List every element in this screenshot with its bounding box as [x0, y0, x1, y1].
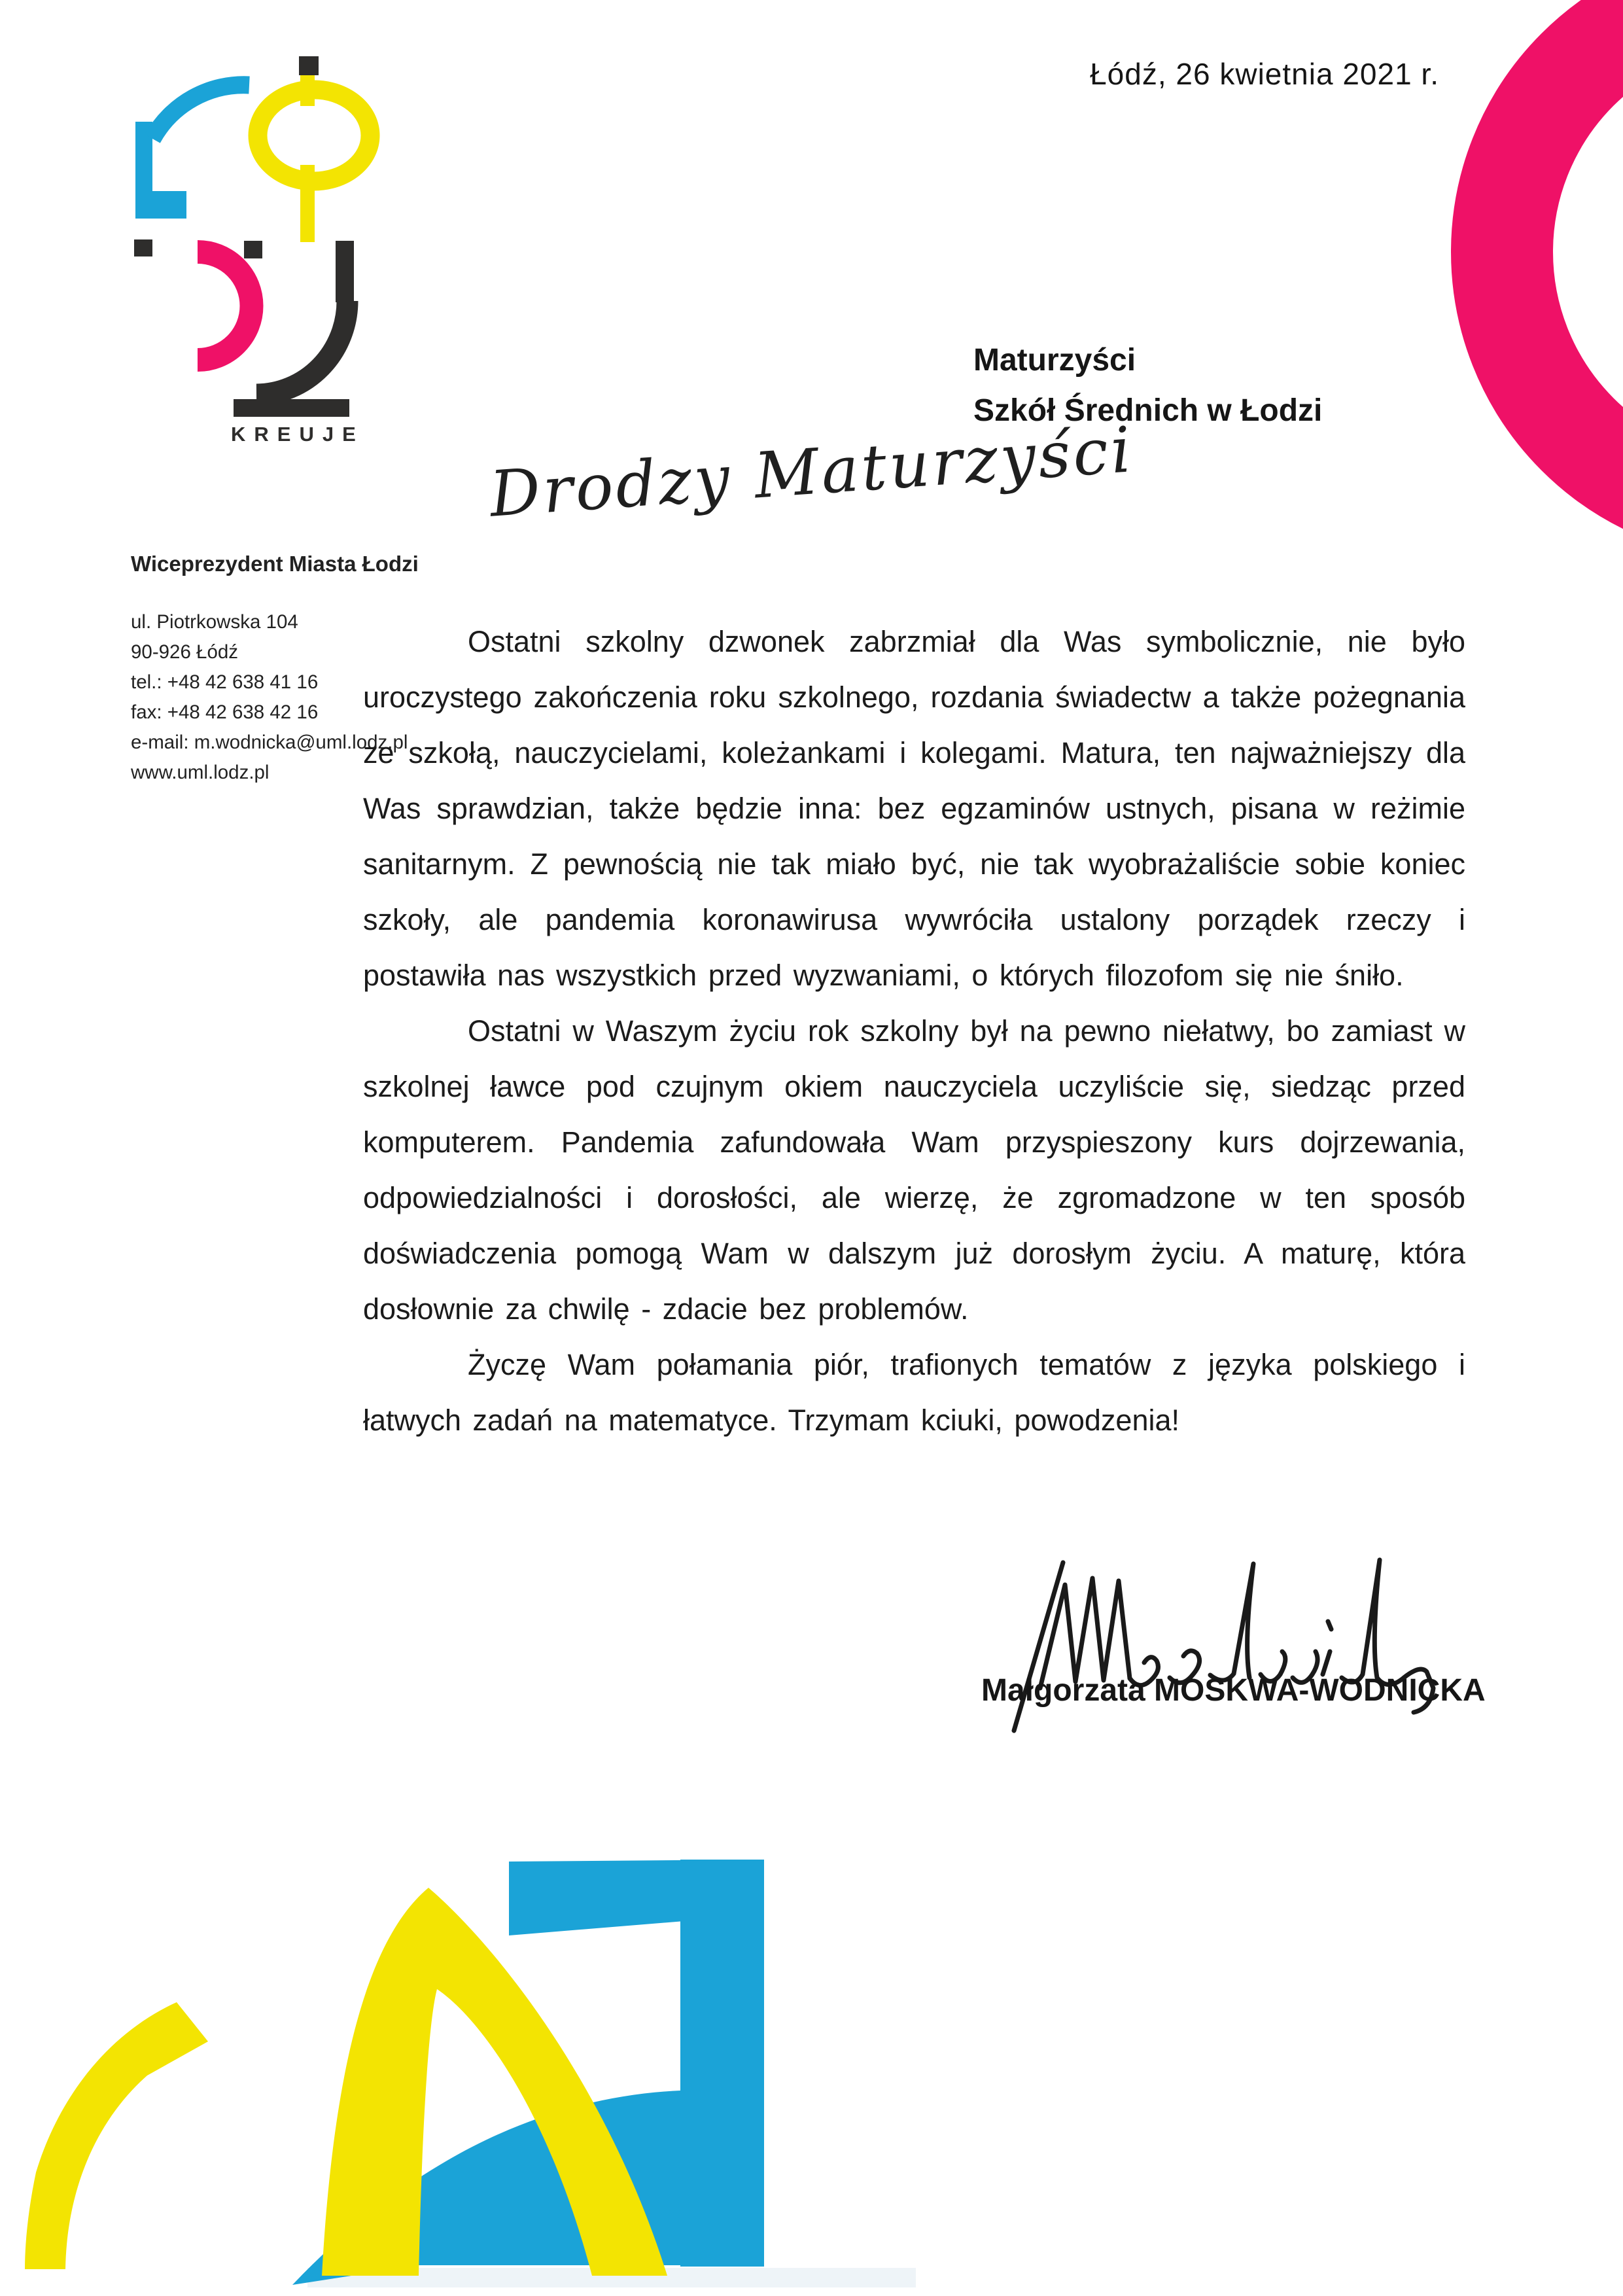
paragraph-3: Życzę Wam połamania piór, trafionych tematów z języka polskiego i łatwych zadań na matematyce. Trzymam kciuki, powodzenia! [363, 1348, 1465, 1437]
date-line: Łódź, 26 kwietnia 2021 r. [1090, 57, 1439, 91]
sender-fax: fax: +48 42 638 42 16 [131, 701, 319, 723]
recipient-line-1: Maturzyści [973, 343, 1136, 378]
handwritten-salutation: Drodzy Maturzyści [487, 413, 1136, 531]
paragraph-2: Ostatni w Waszym życiu rok szkolny był na pewno niełatwy, bo zamiast w szkolnej ławce pod czujnym okiem nauczyciela uczyliście się, siedząc przed komputerem. Pandemia zafundowała Wam przyspieszony kurs dojrzewania, odpowiedzialności i dorosłości, ale wierzę, że zgromadzone w ten sposób doświadczenia pomogą Wam w dalszym już dorosłym życiu. A maturę, która dosłownie za chwilę - zdacie bez problemów. [363, 1014, 1465, 1326]
paragraph-1: Ostatni szkolny dzwonek zabrzmiał dla Was symbolicznie, nie było uroczystego zakończenia roku szkolnego, rozdania świadectw a także pożegnania ze szkołą, nauczycielami, koleżankami i kolegami. Matura, ten najważniejszy dla Was sprawdzian, także będzie inna: bez egzaminów ustnych, pisana w reżimie sanitarnym. Z pewnością nie tak miało być, nie tak wyobrażaliście sobie koniec szkoły, ale pandemia koronawirusa wywróciła ustalony porządek rzeczy i postawiła nas wszystkich przed wyzwaniami, o których filozofom się nie śniło. [363, 625, 1465, 992]
sender-title: Wiceprezydent Miasta Łodzi [131, 552, 419, 576]
sender-email: e-mail: m.wodnicka@uml.lodz.pl [131, 732, 408, 753]
sender-postal-city: 90-926 Łódź [131, 641, 239, 663]
sender-phone: tel.: +48 42 638 41 16 [131, 671, 319, 693]
letter-body [363, 614, 1465, 1448]
lodz-kreuje-logo-icon [111, 39, 386, 458]
pink-crescent-decoration-icon [1427, 0, 1623, 589]
sender-website: www.uml.lodz.pl [131, 762, 270, 783]
bottom-shapes-decoration-icon [0, 1819, 968, 2296]
signature-printed-name: Małgorzata MOSKWA-WODNICKA [981, 1673, 1486, 1708]
recipient-line-2: Szkół Średnich w Łodzi [973, 393, 1323, 428]
sender-street: ul. Piotrkowska 104 [131, 611, 298, 633]
logo-kreuje-label: KREUJE [231, 423, 364, 446]
